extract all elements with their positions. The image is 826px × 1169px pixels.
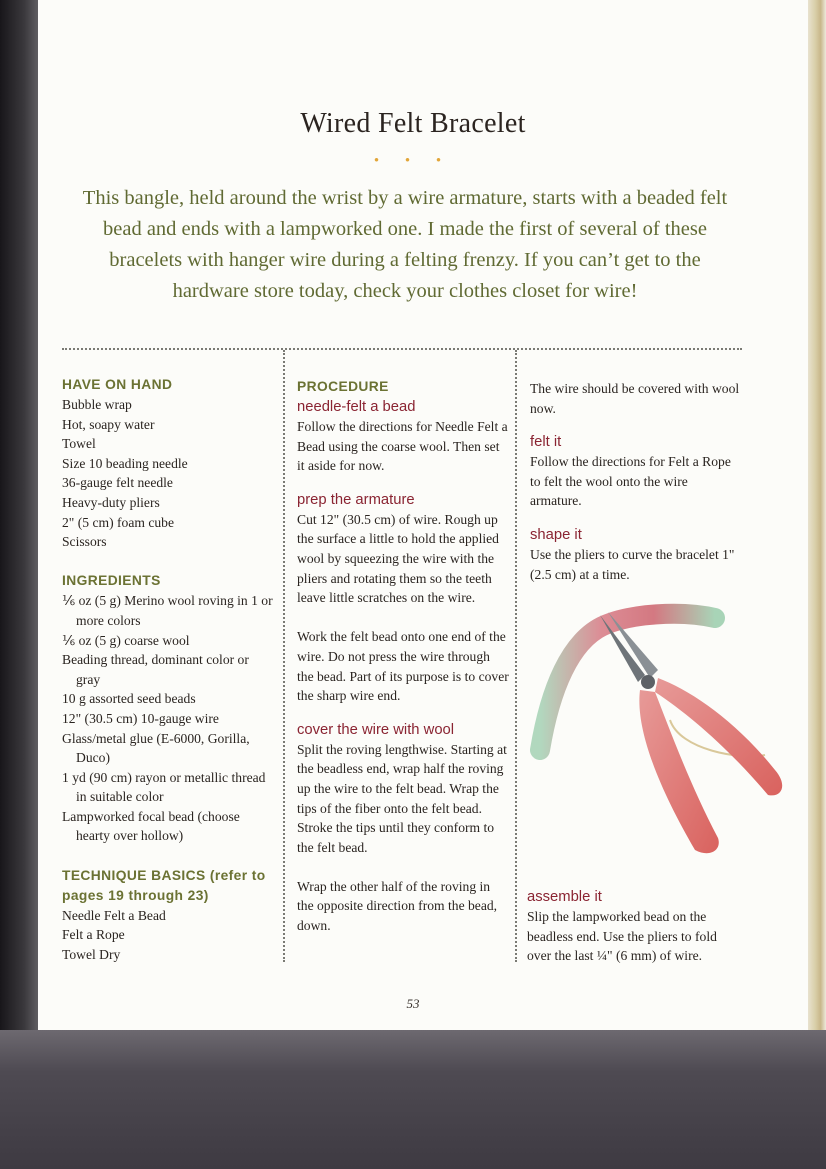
page-number: 53: [406, 996, 420, 1011]
list-item: Towel Dry: [62, 946, 121, 962]
step-text: Follow the directions for Needle Felt a Bead using the coarse wool. Then set it aside for now.: [297, 419, 508, 474]
list-item: Felt a Rope: [62, 927, 125, 943]
steps-column: [530, 379, 740, 584]
pliers-pivot-icon: [641, 675, 655, 689]
column-divider-2: [515, 350, 517, 962]
page-title: Wired Felt Bracelet: [300, 108, 526, 139]
list-item: Glass/metal glue (E-6000, Gorilla, Duco): [62, 730, 250, 766]
ingredients-list: [62, 591, 274, 846]
materials-column: [62, 375, 274, 964]
technique-heading: TECHNIQUE BASICS (refer to pages 19 through 23): [62, 867, 266, 903]
have-on-hand-heading: HAVE ON HAND: [62, 377, 173, 392]
step-text: Slip the lampworked bead on the beadless end. Use the pliers to fold over the last ¼" (6 mm) of wire.: [527, 909, 717, 964]
list-item: 12" (30.5 cm) 10-gauge wire: [62, 710, 219, 726]
assemble-section: [527, 887, 739, 966]
bracelet-pliers-illustration: [530, 600, 790, 860]
step-title: cover the wire with wool: [297, 721, 455, 738]
column-divider-1: [283, 350, 285, 962]
step-title: assemble it: [527, 889, 602, 905]
list-item: Towel: [62, 436, 96, 452]
scanner-bed: [0, 1030, 826, 1169]
title-ornament: • • •: [373, 153, 453, 169]
list-item: ⅙ oz (5 g) Merino wool roving in 1 or more colors: [62, 593, 273, 628]
technique-list: [62, 906, 274, 965]
step-title: shape it: [530, 526, 582, 543]
step-text: Cut 12" (30.5 cm) of wire. Rough up the surface a little to hold the applied wool by squeezing the wire with the pliers and rotating them so the teeth leave little scratches on the wire.: [297, 511, 499, 606]
list-item: Beading thread, dominant color or gray: [62, 652, 249, 687]
step-title: prep the armature: [297, 491, 415, 508]
list-item: Scissors: [62, 534, 107, 550]
step-text: Wrap the other half of the roving in the opposite direction from the bead, down.: [297, 878, 498, 934]
step-text: Follow the directions for Felt a Rope to felt the wool onto the wire armature.: [530, 454, 731, 509]
list-item: ⅙ oz (5 g) coarse wool: [62, 632, 190, 648]
continued-text: The wire should be covered with wool now.: [530, 381, 740, 416]
step-title: needle-felt a bead: [297, 399, 416, 415]
step-title: felt it: [530, 434, 562, 451]
ingredients-heading: INGREDIENTS: [62, 573, 161, 589]
list-item: Needle Felt a Bead: [62, 907, 166, 923]
section-divider: [62, 348, 742, 350]
felt-bracelet: [540, 614, 715, 750]
list-item: Bubble wrap: [62, 397, 132, 412]
step-text: Use the pliers to curve the bracelet 1" (2.5 cm) at a time.: [530, 546, 735, 582]
list-item: Heavy-duty pliers: [62, 494, 160, 510]
list-item: Size 10 beading needle: [62, 455, 188, 471]
list-item: 2" (5 cm) foam cube: [62, 514, 174, 530]
procedure-column: [297, 377, 509, 936]
step-text: Work the felt bead onto one end of the wire. Do not press the wire through the bead. Part of its purpose is to cover the sharp wire end.: [297, 629, 509, 704]
procedure-heading: PROCEDURE: [297, 379, 389, 394]
have-on-hand-list: [62, 395, 274, 552]
list-item: 10 g assorted seed beads: [62, 691, 196, 707]
list-item: Lampworked focal bead (choose hearty over hollow): [62, 808, 240, 844]
list-item: 36-gauge felt needle: [62, 475, 173, 491]
list-item: 1 yd (90 cm) rayon or metallic thread in suitable color: [62, 769, 266, 805]
step-text: Split the roving lengthwise. Starting at the beadless end, wrap half the roving up the wire to the felt bead. Wrap the tips of the fiber onto the felt bead. Stroke the tips until they conform to the felt bead.: [297, 741, 507, 855]
intro-paragraph: This bangle, held around the wrist by a wire armature, starts with a beaded felt bead and ends with a lampworked one. I made the first of several of these bracelets with hanger wire during a felting frenzy. If you can’t get to the hardware store today, check your clothes closet for wire!: [82, 187, 728, 302]
list-item: Hot, soapy water: [62, 416, 155, 432]
